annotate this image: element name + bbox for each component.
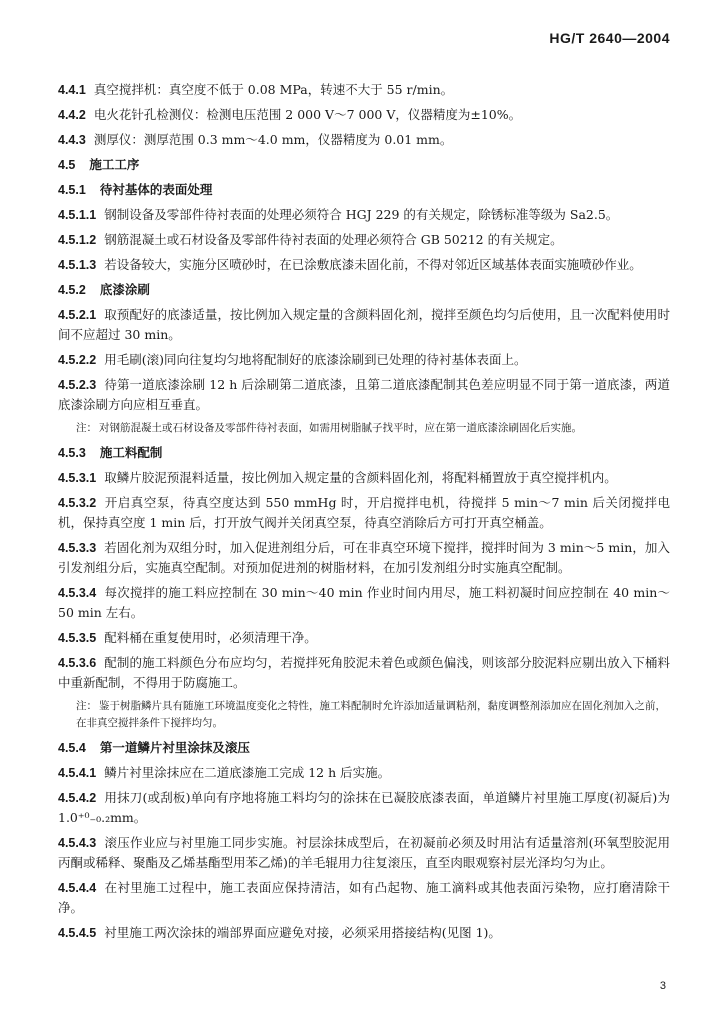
clause-text: 钢制设备及零部件待衬表面的处理必须符合 HGJ 229 的有关规定，除锈标准等级为 Sa2.5。 — [104, 207, 619, 222]
clause-number: 4.5.1.3 — [58, 258, 97, 272]
clause-text: 取预配好的底漆适量，按比例加入规定量的含颜料固化剂，搅拌至颜色均匀后使用，且一次配料使用时间不应超过 30 min。 — [58, 307, 670, 342]
clause-text: 配料桶在重复使用时，必须清理干净。 — [104, 630, 317, 645]
section-heading — [58, 443, 670, 463]
clause-paragraph — [58, 130, 670, 150]
note-text: 对钢筋混凝土或石材设备及零部件待衬表面，如需用树脂腻子找平时，应在第一道底漆涂刷固化后实施。 — [99, 422, 582, 434]
clause-paragraph — [58, 628, 670, 648]
clause-paragraph — [58, 878, 670, 918]
section-heading — [58, 155, 670, 175]
clause-text: 取鳞片胶泥预混料适量，按比例加入规定量的含颜料固化剂，将配料桶置放于真空搅拌机内。 — [104, 470, 617, 485]
clause-paragraph — [58, 375, 670, 415]
clause-paragraph — [58, 583, 670, 623]
clause-text: 鳞片衬里涂抹应在二道底漆施工完成 12 h 后实施。 — [104, 765, 391, 780]
clause-paragraph — [58, 923, 670, 943]
section-title: 待衬基体的表面处理 — [99, 182, 213, 197]
section-title: 底漆涂刷 — [99, 282, 150, 297]
clause-paragraph — [58, 350, 670, 370]
clause-number: 4.4.1 — [58, 83, 86, 97]
clause-number: 4.5.3.6 — [58, 656, 97, 670]
section-number: 4.5 — [58, 158, 76, 172]
clause-text: 滚压作业应与衬里施工同步实施。衬层涂抹成型后，在初凝前必须及时用沾有适量溶剂(环氧型胶泥用丙酮或稀释、聚酯及乙烯基酯型用苯乙烯)的羊毛辊用力往复滚压，直至肉眼观察衬层光泽均匀为止。 — [58, 835, 670, 870]
clause-paragraph — [58, 493, 670, 533]
clause-paragraph — [58, 788, 670, 828]
clause-text: 在衬里施工过程中，施工表面应保持清洁，如有凸起物、施工滴料或其他表面污染物，应打磨清除干净。 — [58, 880, 670, 915]
section-title: 施工料配制 — [99, 445, 163, 460]
clause-number: 4.5.4.2 — [58, 791, 97, 805]
clause-paragraph — [58, 105, 670, 125]
clause-paragraph — [58, 230, 670, 250]
section-title: 施工工序 — [89, 157, 140, 172]
clause-number: 4.5.1.2 — [58, 233, 97, 247]
clause-number: 4.5.4.4 — [58, 881, 97, 895]
note-label: 注： — [76, 422, 97, 434]
clause-text: 测厚仪：测厚范围 0.3 mm～4.0 mm，仪器精度为 0.01 mm。 — [93, 132, 453, 147]
clause-number: 4.5.4.5 — [58, 926, 97, 940]
clause-paragraph — [58, 653, 670, 693]
document-code: HG/T 2640—2004 — [549, 30, 670, 46]
clause-number: 4.5.4.3 — [58, 836, 97, 850]
clause-text: 开启真空泵，待真空度达到 550 mmHg 时，开启搅拌电机，待搅拌 5 min～7 min 后关闭搅拌电机，保持真空度 1 min 后，打开放气阀并关闭真空泵，待真空消除后方可打开真空桶盖。 — [58, 495, 670, 530]
clause-number: 4.5.3.4 — [58, 586, 97, 600]
section-number: 4.5.3 — [58, 446, 86, 460]
clause-text: 若设备较大，实施分区喷砂时，在已涂敷底漆未固化前，不得对邻近区域基体表面实施喷砂作业。 — [104, 257, 642, 272]
document-body — [58, 80, 670, 948]
clause-paragraph — [58, 255, 670, 275]
clause-paragraph — [58, 538, 670, 578]
section-number: 4.5.4 — [58, 741, 86, 755]
clause-number: 4.5.3.3 — [58, 541, 97, 555]
note-label: 注： — [76, 700, 97, 712]
clause-text: 真空搅拌机：真空度不低于 0.08 MPa，转速不大于 55 r/min。 — [93, 82, 454, 97]
clause-paragraph — [58, 833, 670, 873]
clause-paragraph — [58, 763, 670, 783]
clause-number: 4.5.2.1 — [58, 308, 97, 322]
section-number: 4.5.2 — [58, 283, 86, 297]
clause-text: 配制的施工料颜色分布应均匀，若搅拌死角胶泥未着色或颜色偏浅，则该部分胶泥料应剔出放入下桶料中重新配制，不得用于防腐施工。 — [58, 655, 670, 690]
clause-number: 4.5.2.3 — [58, 378, 97, 392]
clause-paragraph — [58, 305, 670, 345]
clause-text: 用毛刷(滚)同向往复均匀地将配制好的底漆涂刷到已处理的待衬基体表面上。 — [104, 352, 527, 367]
clause-number: 4.5.3.2 — [58, 496, 97, 510]
clause-number: 4.5.2.2 — [58, 353, 97, 367]
clause-number: 4.5.3.5 — [58, 631, 97, 645]
section-title: 第一道鳞片衬里涂抹及滚压 — [99, 740, 250, 755]
clause-number: 4.5.3.1 — [58, 471, 97, 485]
section-heading — [58, 280, 670, 300]
clause-text: 每次搅拌的施工料应控制在 30 min～40 min 作业时间内用尽，施工料初凝时间应控制在 40 min～50 min 左右。 — [58, 585, 670, 620]
clause-paragraph — [58, 468, 670, 488]
clause-number: 4.5.1.1 — [58, 208, 97, 222]
clause-text: 待第一道底漆涂刷 12 h 后涂刷第二道底漆，且第二道底漆配制其色差应明显不同于第一道底漆，两道底漆涂刷方向应相互垂直。 — [58, 377, 670, 412]
note — [58, 698, 670, 732]
clause-text: 电火花针孔检测仪：检测电压范围 2 000 V～7 000 V，仪器精度为±10%。 — [93, 107, 522, 122]
clause-text: 用抹刀(或刮板)单向有序地将施工料均匀的涂抹在已凝胶底漆表面，单道鳞片衬里施工厚度(初凝后)为 1.0⁺⁰₋₀.₂mm。 — [58, 790, 670, 825]
clause-text: 钢筋混凝土或石材设备及零部件待衬表面的处理必须符合 GB 50212 的有关规定。 — [104, 232, 563, 247]
clause-text: 若固化剂为双组分时，加入促进剂组分后，可在非真空环境下搅拌，搅拌时间为 3 min～5 min，加入引发剂组分后，实施真空配制。对预加促进剂的树脂材料，在加引发剂组分时实施真空配制。 — [58, 540, 670, 575]
clause-paragraph — [58, 205, 670, 225]
section-heading — [58, 738, 670, 758]
section-number: 4.5.1 — [58, 183, 86, 197]
clause-text: 衬里施工两次涂抹的端部界面应避免对接，必须采用搭接结构(见图 1)。 — [104, 925, 501, 940]
clause-number: 4.4.3 — [58, 133, 86, 147]
clause-number: 4.4.2 — [58, 108, 86, 122]
note — [58, 420, 670, 437]
page-number: 3 — [659, 980, 666, 992]
note-text: 鉴于树脂鳞片具有随施工环境温度变化之特性，施工料配制时允许添加适量调粘剂，黏度调整剂添加应在固化剂加入之前，在非真空搅拌条件下搅拌均匀。 — [76, 700, 666, 729]
clause-number: 4.5.4.1 — [58, 766, 97, 780]
section-heading — [58, 180, 670, 200]
clause-paragraph — [58, 80, 670, 100]
